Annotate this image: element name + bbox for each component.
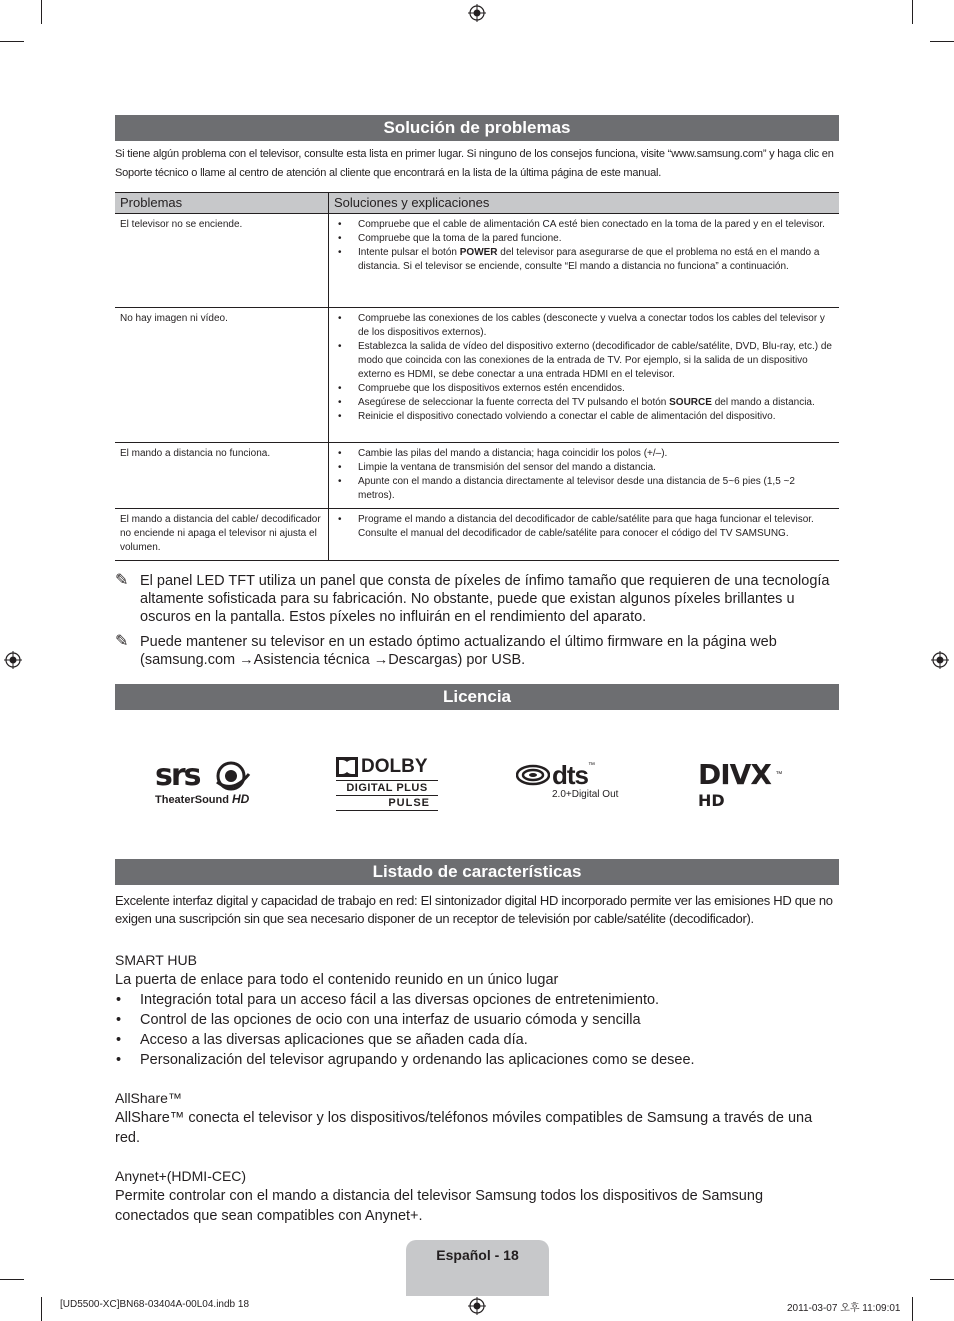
crop-mark <box>41 0 42 24</box>
note-text: Puede mantener su televisor en un estado óptimo actualizando el último firmware en la página web (samsung.com →Asistencia técnica →Descargas) por USB. <box>140 634 777 668</box>
print-slug-right: 2011-03-07 오후 11:09:01 <box>787 1303 901 1314</box>
divx-hd-logo <box>698 758 798 810</box>
notes <box>115 572 839 676</box>
print-slug-left: [UD5500-XC]BN68-03404A-00L04.indb 18 <box>60 1299 250 1310</box>
section-title-troubleshooting: Solución de problemas <box>115 115 839 141</box>
crop-mark <box>41 1297 42 1321</box>
registration-mark-icon <box>468 1297 486 1315</box>
feature-description: AllShare™ conecta el televisor y los dispositivos/teléfonos móviles compatibles de Samsung a través de una red. <box>115 1110 813 1146</box>
solution-item: • Compruebe que los dispositivos externos estén encendidos. <box>358 382 834 396</box>
solutions-cell <box>329 214 840 308</box>
feature-smart-hub <box>115 950 839 1070</box>
dolby-double-d-icon <box>336 757 358 777</box>
solution-item: • Cambie las pilas del mando a distancia; haga coincidir los polos (+/–). <box>358 447 834 461</box>
crop-mark <box>930 41 954 42</box>
solutions-cell <box>329 308 840 443</box>
feature-description: La puerta de enlace para todo el contenido reunido en un único lugar <box>115 972 559 988</box>
divx-logo-tm: ™ <box>775 771 783 778</box>
srs-logo-mark: srs <box>155 758 200 793</box>
list-item: • Integración total para un acceso fácil a las diversas opciones de entretenimiento. <box>140 990 839 1010</box>
table-row <box>115 214 839 308</box>
feature-anynet <box>115 1166 839 1226</box>
dts-logo-mark: dts <box>552 759 588 790</box>
solution-item: • Compruebe las conexiones de los cables (desconecte y vuelva a conectar todos los cables del televisor y de los dispositivos externos). <box>358 312 834 340</box>
dts-logo-sub: 2.0+Digital Out <box>552 789 619 800</box>
registration-mark-icon <box>4 651 22 669</box>
dolby-digital-plus-logo <box>336 756 438 811</box>
table-row <box>115 443 839 509</box>
troubleshooting-intro: Si tiene algún problema con el televisor, consulte esta lista en primer lugar. Si ninguno de los consejos funciona, visite “www.samsung.com” y haga clic en Soporte técnico o llame al centro de atención al cliente que encontrará en la lista de la última página de este manual. <box>115 148 834 179</box>
list-item: • Control de las opciones de ocio con una interfaz de usuario cómoda y sencilla <box>140 1010 839 1030</box>
feature-heading: SMART HUB <box>115 952 197 968</box>
divx-logo-mark: DIVX <box>698 758 771 791</box>
license-logos <box>115 748 839 818</box>
dts-logo-tm: ™ <box>588 762 595 769</box>
column-header-problems: Problemas <box>115 193 329 214</box>
feature-description: Permite controlar con el mando a distancia del televisor Samsung todos los dispositivos de Samsung conectados que sean compatibles con Anynet+. <box>115 1188 764 1224</box>
page-number-tab: Español - 18 <box>406 1240 549 1296</box>
troubleshooting-table <box>115 192 839 561</box>
dolby-logo-line2: PULSE <box>336 796 438 811</box>
list-item: • Acceso a las diversas aplicaciones que se añaden cada día. <box>140 1030 839 1050</box>
dolby-logo-line1: DIGITAL PLUS <box>336 780 438 796</box>
problem-cell: El mando a distancia no funciona. <box>115 443 329 509</box>
solution-item: • Reinicie el dispositivo conectado volviendo a conectar el cable de alimentación del dispositivo. <box>358 410 834 424</box>
dts-logo <box>516 759 626 801</box>
section-title-license: Licencia <box>115 684 839 710</box>
solution-item: • Limpie la ventana de transmisión del sensor del mando a distancia. <box>358 461 834 475</box>
section-title-features: Listado de características <box>115 859 839 885</box>
solution-item: • Apunte con el mando a distancia directamente al televisor desde una distancia de 5~6 pies (1,5 ~2 metros). <box>358 475 834 503</box>
srs-theatersound-logo <box>155 760 265 807</box>
solutions-cell <box>329 443 840 509</box>
crop-mark <box>0 41 24 42</box>
note-text: El panel LED TFT utiliza un panel que consta de píxeles de ínfimo tamaño que requieren de una tecnología altamente sofisticada para su fabricación. No obstante, puede que existan algunos píxeles brillantes u oscuros en la pantalla. Estos píxeles no influirán en el rendimiento del aparato. <box>140 573 830 625</box>
problem-cell: El televisor no se enciende. <box>115 214 329 308</box>
feature-heading: AllShare™ <box>115 1090 182 1106</box>
pencil-note-icon: ✎ <box>115 572 129 589</box>
list-item: • Personalización del televisor agrupando y ordenando las aplicaciones como se desee. <box>140 1050 839 1070</box>
crop-mark <box>912 0 913 24</box>
divx-logo-hd: HD <box>698 791 725 810</box>
note-item <box>115 633 839 669</box>
registration-mark-icon <box>931 651 949 669</box>
srs-circle-icon <box>213 760 251 792</box>
srs-logo-hd: HD <box>232 792 250 806</box>
solution-item: • Compruebe que el cable de alimentación CA esté bien conectado en la toma de la pared y en el televisor. <box>358 218 834 232</box>
feature-heading: Anynet+(HDMI-CEC) <box>115 1168 247 1184</box>
solution-item: • Establezca la salida de vídeo del dispositivo externo (decodificador de cable/satélite, DVD, Blu-ray, etc.) de modo que coincida con las conexiones de la entrada de TV. Por ejemplo, si la salida de un dispositivo externo es HDMI, se debe conectar a una entrada HDMI en el televisor. <box>358 340 834 382</box>
registration-mark-icon <box>468 4 486 22</box>
column-header-solutions: Soluciones y explicaciones <box>329 193 840 214</box>
pencil-note-icon: ✎ <box>115 633 129 650</box>
solution-item: • Programe el mando a distancia del decodificador de cable/satélite para que haga funcionar el televisor. Consulte el manual del decodificador de cable/satélite para conocer el código del TV SAMSUNG. <box>358 513 834 541</box>
problem-cell: No hay imagen ni vídeo. <box>115 308 329 443</box>
crop-mark <box>912 1297 913 1321</box>
dts-wave-icon <box>516 764 550 786</box>
dolby-logo-mark: DOLBY <box>361 756 428 777</box>
solutions-cell <box>329 509 840 561</box>
note-item <box>115 572 839 626</box>
features-lead: Excelente interfaz digital y capacidad de trabajo en red: El sintonizador digital HD incorporado permite ver las emisiones HD que no exigen una suscripción sin que sea necesario disponer de un receptor de televisión por cable/satélite (decodificador). <box>115 893 833 926</box>
features-content <box>115 892 839 1244</box>
srs-logo-sub: TheaterSound <box>155 794 229 806</box>
problem-cell: El mando a distancia del cable/ decodificador no enciende ni apaga el televisor ni ajusta el volumen. <box>115 509 329 561</box>
crop-mark <box>930 1279 954 1280</box>
crop-mark <box>0 1279 24 1280</box>
table-row <box>115 509 839 561</box>
solution-item: • Asegúrese de seleccionar la fuente correcta del TV pulsando el botón SOURCE del mando a distancia. <box>358 396 834 410</box>
solution-item: • Compruebe que la toma de la pared funcione. <box>358 232 834 246</box>
feature-list <box>115 990 839 1070</box>
solution-item: • Intente pulsar el botón POWER del televisor para asegurarse de que el problema no está en el mando a distancia. Si el televisor se enciende, consulte “El mando a distancia no funciona” a continuación. <box>358 246 834 274</box>
table-header-row <box>115 193 839 214</box>
feature-allshare <box>115 1088 839 1148</box>
table-row <box>115 308 839 443</box>
